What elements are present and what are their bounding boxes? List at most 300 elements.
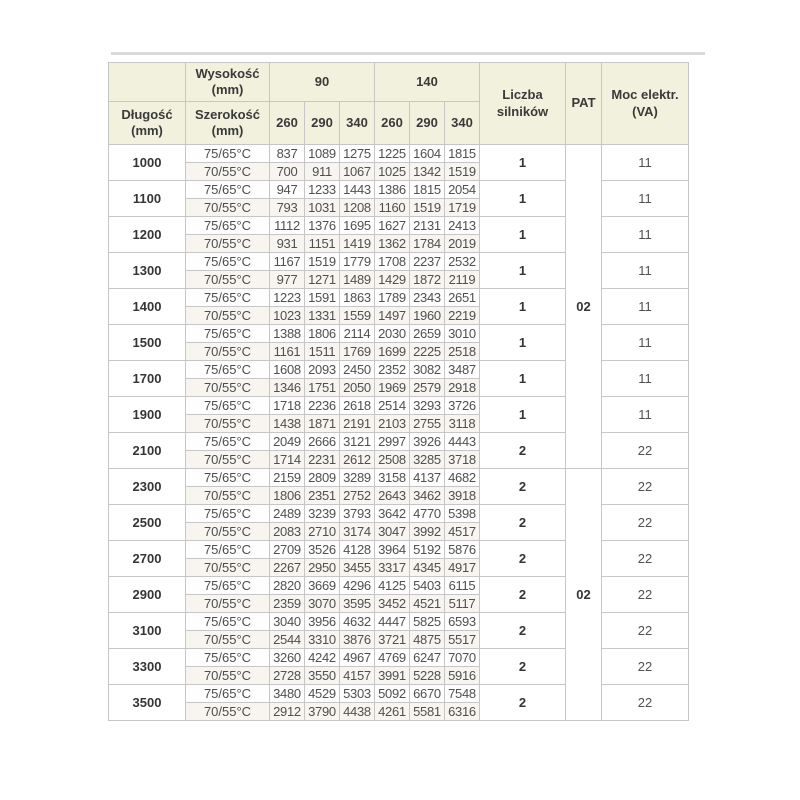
motors-count-cell: 2 <box>480 541 566 577</box>
length-cell: 1200 <box>109 217 186 253</box>
table-row <box>109 397 689 415</box>
value-cell: 1342 <box>410 163 445 181</box>
value-cell: 3310 <box>305 631 340 649</box>
temp-cell: 75/65°C <box>186 649 270 667</box>
table-row <box>109 685 689 703</box>
height-140-header: 140 <box>375 63 480 102</box>
value-cell: 2755 <box>410 415 445 433</box>
value-cell: 3595 <box>340 595 375 613</box>
value-cell: 2231 <box>305 451 340 469</box>
table-row <box>109 505 689 523</box>
temp-cell: 75/65°C <box>186 253 270 271</box>
value-cell: 1789 <box>375 289 410 307</box>
value-cell: 1511 <box>305 343 340 361</box>
value-cell: 1718 <box>270 397 305 415</box>
radiator-spec-table <box>108 62 689 721</box>
value-cell: 1023 <box>270 307 305 325</box>
value-cell: 1112 <box>270 217 305 235</box>
value-cell: 3260 <box>270 649 305 667</box>
value-cell: 1167 <box>270 253 305 271</box>
value-cell: 2054 <box>445 181 480 199</box>
temp-cell: 70/55°C <box>186 595 270 613</box>
value-cell: 2618 <box>340 397 375 415</box>
value-cell: 4443 <box>445 433 480 451</box>
value-cell: 1386 <box>375 181 410 199</box>
motors-count-cell: 2 <box>480 649 566 685</box>
value-cell: 3174 <box>340 523 375 541</box>
value-cell: 700 <box>270 163 305 181</box>
value-cell: 4242 <box>305 649 340 667</box>
value-cell: 3793 <box>340 505 375 523</box>
power-cell: 11 <box>602 217 689 253</box>
value-cell: 3121 <box>340 433 375 451</box>
value-cell: 1160 <box>375 199 410 217</box>
value-cell: 3480 <box>270 685 305 703</box>
value-cell: 4521 <box>410 595 445 613</box>
power-cell: 11 <box>602 181 689 217</box>
value-cell: 3790 <box>305 703 340 721</box>
value-cell: 5398 <box>445 505 480 523</box>
value-cell: 3726 <box>445 397 480 415</box>
motors-count-cell: 2 <box>480 613 566 649</box>
power-cell: 22 <box>602 469 689 505</box>
value-cell: 2918 <box>445 379 480 397</box>
value-cell: 1497 <box>375 307 410 325</box>
value-cell: 3876 <box>340 631 375 649</box>
table-row <box>109 613 689 631</box>
value-cell: 5403 <box>410 577 445 595</box>
value-cell: 4917 <box>445 559 480 577</box>
motors-count-cell: 1 <box>480 361 566 397</box>
value-cell: 4296 <box>340 577 375 595</box>
value-cell: 1608 <box>270 361 305 379</box>
value-cell: 3991 <box>375 667 410 685</box>
temp-cell: 70/55°C <box>186 379 270 397</box>
value-cell: 2709 <box>270 541 305 559</box>
value-cell: 1519 <box>305 253 340 271</box>
value-cell: 5117 <box>445 595 480 613</box>
power-cell: 11 <box>602 253 689 289</box>
height-header: Wysokość (mm) <box>186 63 270 102</box>
value-cell: 4447 <box>375 613 410 631</box>
temp-cell: 70/55°C <box>186 487 270 505</box>
length-cell: 1300 <box>109 253 186 289</box>
value-cell: 1714 <box>270 451 305 469</box>
temp-cell: 70/55°C <box>186 415 270 433</box>
value-cell: 2237 <box>410 253 445 271</box>
value-cell: 2710 <box>305 523 340 541</box>
table-row <box>109 289 689 307</box>
value-cell: 2131 <box>410 217 445 235</box>
value-cell: 1271 <box>305 271 340 289</box>
value-cell: 2093 <box>305 361 340 379</box>
value-cell: 3047 <box>375 523 410 541</box>
value-cell: 5581 <box>410 703 445 721</box>
power-cell: 22 <box>602 577 689 613</box>
value-cell: 1376 <box>305 217 340 235</box>
temp-cell: 70/55°C <box>186 523 270 541</box>
motors-count-cell: 2 <box>480 577 566 613</box>
temp-cell: 70/55°C <box>186 559 270 577</box>
table-row <box>109 433 689 451</box>
temp-cell: 75/65°C <box>186 181 270 199</box>
value-cell: 2659 <box>410 325 445 343</box>
value-cell: 7070 <box>445 649 480 667</box>
value-cell: 1438 <box>270 415 305 433</box>
value-cell: 5517 <box>445 631 480 649</box>
value-cell: 2219 <box>445 307 480 325</box>
value-cell: 1815 <box>445 145 480 163</box>
value-cell: 3455 <box>340 559 375 577</box>
temp-cell: 70/55°C <box>186 307 270 325</box>
value-cell: 4769 <box>375 649 410 667</box>
width-col-header: 340 <box>445 102 480 145</box>
value-cell: 1331 <box>305 307 340 325</box>
value-cell: 4128 <box>340 541 375 559</box>
value-cell: 2083 <box>270 523 305 541</box>
value-cell: 2343 <box>410 289 445 307</box>
length-cell: 2100 <box>109 433 186 469</box>
value-cell: 3992 <box>410 523 445 541</box>
value-cell: 2049 <box>270 433 305 451</box>
temp-cell: 75/65°C <box>186 613 270 631</box>
length-cell: 1700 <box>109 361 186 397</box>
value-cell: 1769 <box>340 343 375 361</box>
value-cell: 3550 <box>305 667 340 685</box>
value-cell: 1779 <box>340 253 375 271</box>
value-cell: 2950 <box>305 559 340 577</box>
value-cell: 977 <box>270 271 305 289</box>
value-cell: 3082 <box>410 361 445 379</box>
value-cell: 1519 <box>410 199 445 217</box>
width-col-header: 340 <box>340 102 375 145</box>
value-cell: 4967 <box>340 649 375 667</box>
value-cell: 1863 <box>340 289 375 307</box>
value-cell: 1223 <box>270 289 305 307</box>
table-row <box>109 325 689 343</box>
length-header: Długość (mm) <box>109 102 186 145</box>
value-cell: 2030 <box>375 325 410 343</box>
value-cell: 2809 <box>305 469 340 487</box>
value-cell: 5303 <box>340 685 375 703</box>
value-cell: 5228 <box>410 667 445 685</box>
value-cell: 2359 <box>270 595 305 613</box>
value-cell: 2544 <box>270 631 305 649</box>
value-cell: 5916 <box>445 667 480 685</box>
width-header: Szerokość (mm) <box>186 102 270 145</box>
value-cell: 837 <box>270 145 305 163</box>
temp-cell: 75/65°C <box>186 325 270 343</box>
power-cell: 11 <box>602 361 689 397</box>
temp-cell: 70/55°C <box>186 667 270 685</box>
value-cell: 1388 <box>270 325 305 343</box>
value-cell: 793 <box>270 199 305 217</box>
value-cell: 1751 <box>305 379 340 397</box>
pat-header: PAT <box>566 63 602 145</box>
length-cell: 3300 <box>109 649 186 685</box>
temp-cell: 75/65°C <box>186 217 270 235</box>
length-cell: 1500 <box>109 325 186 361</box>
value-cell: 2191 <box>340 415 375 433</box>
length-cell: 2700 <box>109 541 186 577</box>
value-cell: 2159 <box>270 469 305 487</box>
value-cell: 1443 <box>340 181 375 199</box>
value-cell: 3926 <box>410 433 445 451</box>
height-90-header: 90 <box>270 63 375 102</box>
motors-count-cell: 2 <box>480 469 566 505</box>
length-cell: 1400 <box>109 289 186 325</box>
temp-cell: 70/55°C <box>186 451 270 469</box>
motors-count-cell: 1 <box>480 217 566 253</box>
value-cell: 3956 <box>305 613 340 631</box>
value-cell: 1151 <box>305 235 340 253</box>
value-cell: 4770 <box>410 505 445 523</box>
value-cell: 2514 <box>375 397 410 415</box>
corner-cell <box>109 63 186 102</box>
top-divider <box>111 52 705 55</box>
value-cell: 2225 <box>410 343 445 361</box>
value-cell: 3487 <box>445 361 480 379</box>
value-cell: 2119 <box>445 271 480 289</box>
power-cell: 11 <box>602 325 689 361</box>
value-cell: 6247 <box>410 649 445 667</box>
value-cell: 1969 <box>375 379 410 397</box>
value-cell: 1519 <box>445 163 480 181</box>
value-cell: 3462 <box>410 487 445 505</box>
table-body <box>109 145 689 721</box>
value-cell: 2019 <box>445 235 480 253</box>
temp-cell: 70/55°C <box>186 199 270 217</box>
value-cell: 4125 <box>375 577 410 595</box>
value-cell: 2518 <box>445 343 480 361</box>
temp-cell: 75/65°C <box>186 397 270 415</box>
value-cell: 3718 <box>445 451 480 469</box>
value-cell: 1067 <box>340 163 375 181</box>
value-cell: 2612 <box>340 451 375 469</box>
width-col-header: 260 <box>270 102 305 145</box>
width-col-header: 260 <box>375 102 410 145</box>
value-cell: 3526 <box>305 541 340 559</box>
temp-cell: 75/65°C <box>186 145 270 163</box>
value-cell: 1275 <box>340 145 375 163</box>
value-cell: 2352 <box>375 361 410 379</box>
value-cell: 1871 <box>305 415 340 433</box>
power-cell: 22 <box>602 649 689 685</box>
power-cell: 22 <box>602 685 689 721</box>
temp-cell: 75/65°C <box>186 469 270 487</box>
value-cell: 911 <box>305 163 340 181</box>
pat-cell: 02 <box>566 145 602 469</box>
value-cell: 3010 <box>445 325 480 343</box>
table-row <box>109 649 689 667</box>
power-cell: 22 <box>602 613 689 649</box>
power-cell: 11 <box>602 289 689 325</box>
width-col-header: 290 <box>305 102 340 145</box>
motors-count-cell: 1 <box>480 181 566 217</box>
value-cell: 3642 <box>375 505 410 523</box>
table-row <box>109 145 689 163</box>
value-cell: 2413 <box>445 217 480 235</box>
pat-cell: 02 <box>566 469 602 721</box>
value-cell: 2508 <box>375 451 410 469</box>
value-cell: 5825 <box>410 613 445 631</box>
value-cell: 2351 <box>305 487 340 505</box>
value-cell: 1489 <box>340 271 375 289</box>
value-cell: 6593 <box>445 613 480 631</box>
value-cell: 7548 <box>445 685 480 703</box>
length-cell: 3100 <box>109 613 186 649</box>
value-cell: 4157 <box>340 667 375 685</box>
value-cell: 3964 <box>375 541 410 559</box>
value-cell: 1627 <box>375 217 410 235</box>
value-cell: 1346 <box>270 379 305 397</box>
value-cell: 3721 <box>375 631 410 649</box>
value-cell: 4261 <box>375 703 410 721</box>
value-cell: 4682 <box>445 469 480 487</box>
value-cell: 2997 <box>375 433 410 451</box>
electric-power-header: Moc elektr. (VA) <box>602 63 689 145</box>
value-cell: 1708 <box>375 253 410 271</box>
value-cell: 2752 <box>340 487 375 505</box>
value-cell: 4875 <box>410 631 445 649</box>
value-cell: 931 <box>270 235 305 253</box>
value-cell: 4438 <box>340 703 375 721</box>
value-cell: 1161 <box>270 343 305 361</box>
value-cell: 3285 <box>410 451 445 469</box>
power-cell: 11 <box>602 397 689 433</box>
temp-cell: 75/65°C <box>186 433 270 451</box>
value-cell: 1604 <box>410 145 445 163</box>
value-cell: 3070 <box>305 595 340 613</box>
value-cell: 6316 <box>445 703 480 721</box>
value-cell: 5876 <box>445 541 480 559</box>
value-cell: 2050 <box>340 379 375 397</box>
value-cell: 3158 <box>375 469 410 487</box>
value-cell: 2489 <box>270 505 305 523</box>
value-cell: 4517 <box>445 523 480 541</box>
temp-cell: 70/55°C <box>186 235 270 253</box>
value-cell: 1815 <box>410 181 445 199</box>
value-cell: 1362 <box>375 235 410 253</box>
temp-cell: 75/65°C <box>186 541 270 559</box>
value-cell: 2114 <box>340 325 375 343</box>
value-cell: 3118 <box>445 415 480 433</box>
value-cell: 2236 <box>305 397 340 415</box>
value-cell: 1695 <box>340 217 375 235</box>
value-cell: 1089 <box>305 145 340 163</box>
value-cell: 1699 <box>375 343 410 361</box>
temp-cell: 75/65°C <box>186 361 270 379</box>
temp-cell: 70/55°C <box>186 271 270 289</box>
value-cell: 4137 <box>410 469 445 487</box>
value-cell: 3040 <box>270 613 305 631</box>
value-cell: 1719 <box>445 199 480 217</box>
value-cell: 1806 <box>270 487 305 505</box>
motors-count-cell: 1 <box>480 253 566 289</box>
value-cell: 3317 <box>375 559 410 577</box>
value-cell: 3239 <box>305 505 340 523</box>
value-cell: 1025 <box>375 163 410 181</box>
value-cell: 3452 <box>375 595 410 613</box>
value-cell: 4529 <box>305 685 340 703</box>
length-cell: 1100 <box>109 181 186 217</box>
motors-count-cell: 1 <box>480 325 566 361</box>
value-cell: 2267 <box>270 559 305 577</box>
motors-count-cell: 1 <box>480 289 566 325</box>
value-cell: 3289 <box>340 469 375 487</box>
value-cell: 1419 <box>340 235 375 253</box>
temp-cell: 70/55°C <box>186 163 270 181</box>
table-header <box>109 63 689 145</box>
value-cell: 1872 <box>410 271 445 289</box>
value-cell: 1429 <box>375 271 410 289</box>
value-cell: 2728 <box>270 667 305 685</box>
temp-cell: 75/65°C <box>186 289 270 307</box>
temp-cell: 75/65°C <box>186 505 270 523</box>
power-cell: 22 <box>602 433 689 469</box>
value-cell: 5192 <box>410 541 445 559</box>
value-cell: 2103 <box>375 415 410 433</box>
value-cell: 1031 <box>305 199 340 217</box>
value-cell: 6670 <box>410 685 445 703</box>
power-cell: 22 <box>602 505 689 541</box>
value-cell: 1225 <box>375 145 410 163</box>
value-cell: 2666 <box>305 433 340 451</box>
value-cell: 4632 <box>340 613 375 631</box>
temp-cell: 70/55°C <box>186 703 270 721</box>
value-cell: 947 <box>270 181 305 199</box>
temp-cell: 75/65°C <box>186 577 270 595</box>
temp-cell: 75/65°C <box>186 685 270 703</box>
motors-count-cell: 2 <box>480 505 566 541</box>
value-cell: 1208 <box>340 199 375 217</box>
motors-count-cell: 1 <box>480 145 566 181</box>
length-cell: 1000 <box>109 145 186 181</box>
motors-count-cell: 2 <box>480 433 566 469</box>
length-cell: 1900 <box>109 397 186 433</box>
table-row <box>109 541 689 559</box>
table-row <box>109 469 689 487</box>
value-cell: 3918 <box>445 487 480 505</box>
motors-count-header: Liczba silników <box>480 63 566 145</box>
value-cell: 2579 <box>410 379 445 397</box>
value-cell: 2651 <box>445 289 480 307</box>
value-cell: 2912 <box>270 703 305 721</box>
value-cell: 2532 <box>445 253 480 271</box>
power-cell: 11 <box>602 145 689 181</box>
value-cell: 6115 <box>445 577 480 595</box>
length-cell: 2900 <box>109 577 186 613</box>
temp-cell: 70/55°C <box>186 343 270 361</box>
value-cell: 3669 <box>305 577 340 595</box>
length-cell: 2300 <box>109 469 186 505</box>
motors-count-cell: 2 <box>480 685 566 721</box>
value-cell: 3293 <box>410 397 445 415</box>
table-row <box>109 181 689 199</box>
table-row <box>109 217 689 235</box>
temp-cell: 70/55°C <box>186 631 270 649</box>
width-col-header: 290 <box>410 102 445 145</box>
value-cell: 1806 <box>305 325 340 343</box>
value-cell: 1960 <box>410 307 445 325</box>
value-cell: 4345 <box>410 559 445 577</box>
value-cell: 1591 <box>305 289 340 307</box>
value-cell: 1559 <box>340 307 375 325</box>
table-row <box>109 577 689 595</box>
power-cell: 22 <box>602 541 689 577</box>
table-row <box>109 253 689 271</box>
length-cell: 3500 <box>109 685 186 721</box>
